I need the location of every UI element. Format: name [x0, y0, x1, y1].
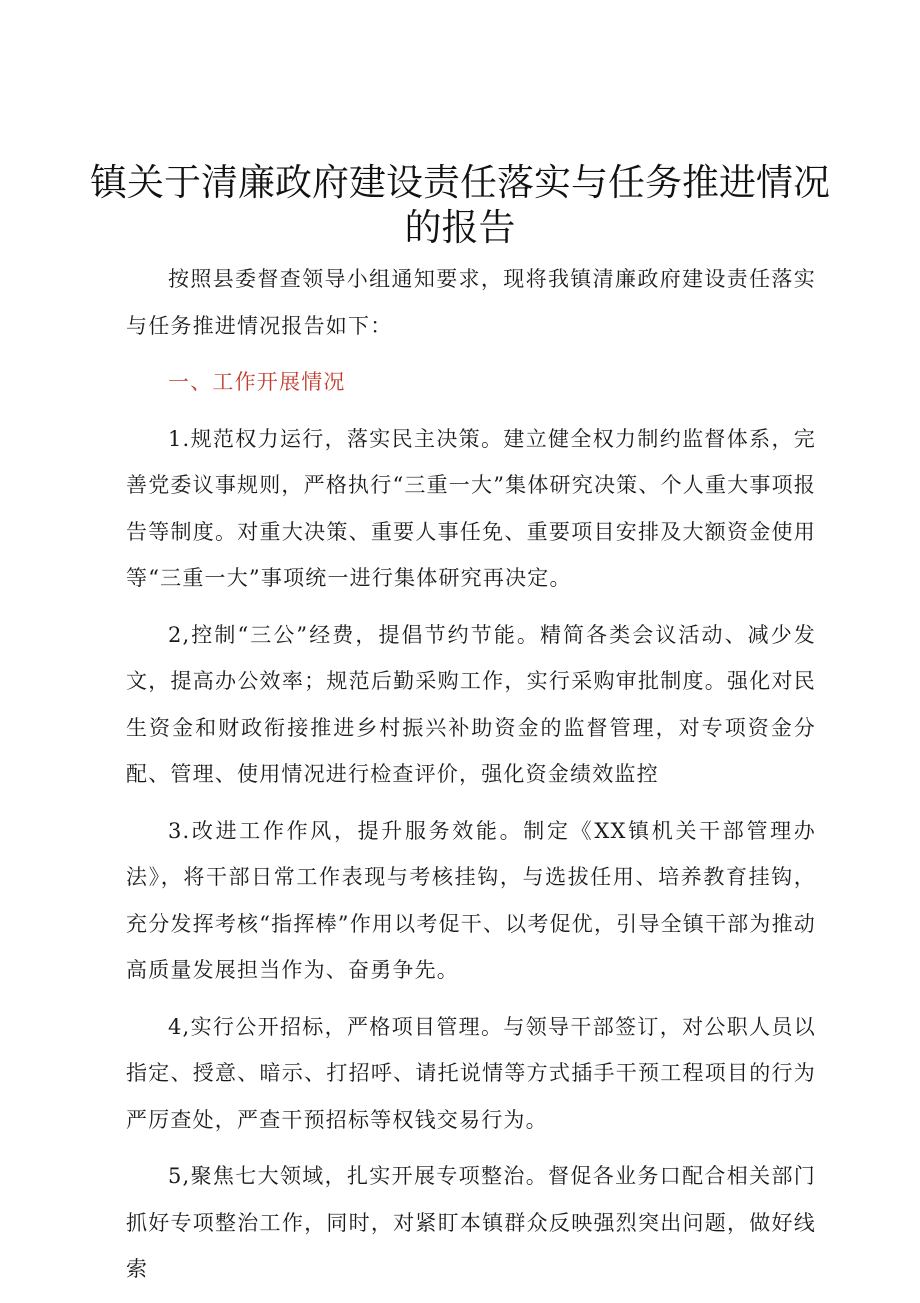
- document-title-line1: 镇关于清廉政府建设责任落实与任务推进情况: [90, 161, 830, 204]
- document-body: [126, 256, 816, 1303]
- intro-paragraph: 按照县委督查领导小组通知要求，现将我镇清廉政府建设责任落实与任务推进情况报告如下：: [126, 267, 816, 338]
- item-paragraph-5: 5,聚焦七大领域，扎实开展专项整治。督促各业务口配合相关部门抓好专项整治工作，同时，对紧盯本镇群众反映强烈突出问题，做好线索: [126, 1164, 816, 1281]
- section-heading: 一、工作开展情况: [168, 370, 346, 394]
- item-paragraph-1: 1.规范权力运行，落实民主决策。建立健全权力制约监督体系，完善党委议事规则，严格执行“三重一大”集体研究决策、个人重大事项报告等制度。对重大决策、重要人事任免、重要项目安排及大额资金使用等“三重一大”事项统一进行集体研究再决定。: [126, 426, 816, 590]
- item-paragraph-3: 3.改进工作作风，提升服务效能。制定《XX镇机关干部管理办法》，将干部日常工作表现与考核挂钩，与选拔任用、培养教育挂钩，充分发挥考核“指挥棒”作用以考促干、以考促优，引导全镇干部为推动高质量发展担当作为、奋勇争先。: [126, 818, 816, 982]
- item-paragraph-4: 4,实行公开招标，严格项目管理。与领导干部签订，对公职人员以指定、授意、暗示、打招呼、请托说情等方式插手干预工程项目的行为严厉查处，严查干预招标等权钱交易行为。: [126, 1014, 816, 1132]
- item-paragraph-2: 2,控制“三公”经费，提倡节约节能。精简各类会议活动、减少发文，提高办公效率；规范后勤采购工作，实行采购审批制度。强化对民生资金和财政衔接推进乡村振兴补助资金的监督管理，对专项资金分配、管理、使用情况进行检查评价，强化资金绩效监控: [126, 622, 816, 786]
- document-title-line2: 的报告: [404, 206, 516, 249]
